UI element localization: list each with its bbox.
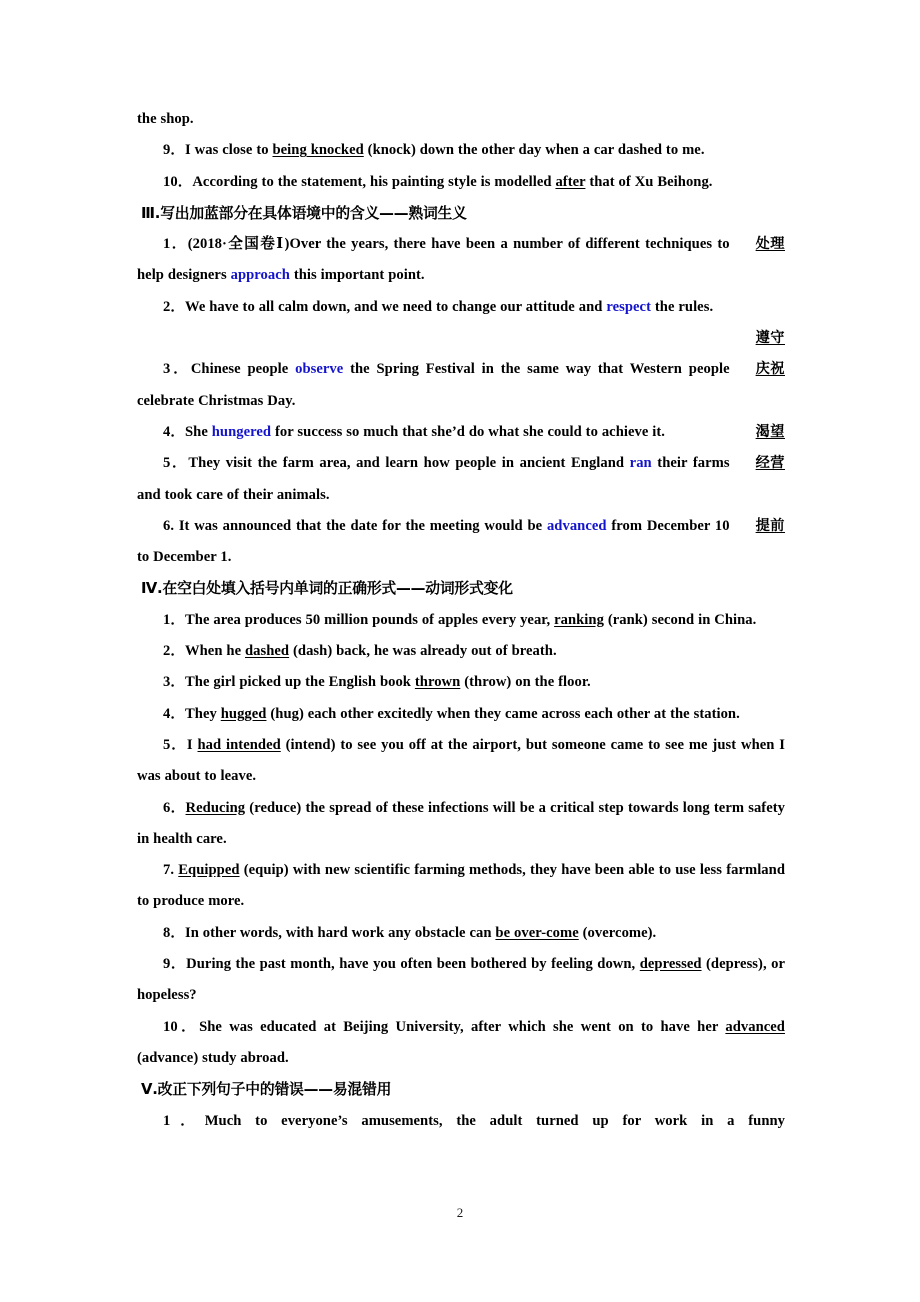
item-number: 4． — [163, 705, 185, 722]
item-number: 6. — [163, 517, 179, 534]
exercise-item-3-5 — [137, 448, 785, 511]
item-number: 10． — [163, 1018, 200, 1035]
highlighted-word: ran — [629, 455, 652, 472]
exercise-item-4-10 — [137, 1012, 785, 1075]
exercise-item-4-8 — [137, 918, 785, 949]
item-text-after: the rules. — [650, 298, 714, 315]
answer-underlined: depressed — [639, 956, 702, 973]
item-text-after: (depress), or hopeless? — [137, 956, 785, 1004]
answer-underlined: thrown — [414, 674, 461, 691]
item-text-before: According to the statement, his painting style is modelled — [192, 173, 556, 190]
exercise-item-3-3 — [137, 354, 785, 417]
item-text-after: (throw) on the floor. — [460, 674, 591, 691]
item-text-before: She — [185, 423, 212, 440]
exercise-item-3-4 — [137, 417, 785, 448]
highlighted-word: advanced — [546, 517, 607, 534]
item-text-before: In other words, with hard work any obstacle can — [185, 924, 496, 941]
item-text-after: for success so much that she’d do what she could to achieve it. — [271, 423, 665, 440]
item-number: 1． — [163, 236, 188, 253]
exercise-item-4-7 — [137, 855, 785, 918]
page-number: 2 — [456, 1205, 464, 1220]
item-text-before: When he — [185, 643, 245, 660]
exercise-item-3-6 — [137, 511, 785, 574]
gloss-line-3-2 — [137, 323, 785, 354]
item-text-before: During the past month, have you often been bothered by feeling down, — [186, 956, 640, 973]
answer-underlined: Reducing — [185, 799, 246, 816]
item-number: 10． — [163, 173, 193, 190]
item-text-after: (intend) to see you off at the airport, but someone came to see me just when I was about to leave. — [137, 736, 786, 785]
gloss-annotation: 遵守 — [755, 330, 785, 347]
item-text-before: Over the years, there have been a number of different techniques to help designers — [137, 236, 730, 284]
item-text-before: The girl picked up the English book — [185, 674, 415, 691]
item-number: 4． — [163, 423, 185, 440]
item-text-before: The area produces 50 million pounds of apples every year, — [185, 611, 555, 628]
item-number: 3． — [163, 361, 191, 378]
answer-underlined: advanced — [725, 1018, 785, 1035]
item-number: 9． — [163, 956, 187, 973]
exercise-item-4-1 — [137, 605, 785, 636]
answer-underlined: be over-come — [495, 924, 579, 941]
item-text-after: (dash) back, he was already out of breath. — [289, 643, 557, 660]
item-number: 5． — [163, 736, 187, 753]
exercise-item-prev-9 — [137, 135, 785, 166]
highlighted-word: hungered — [211, 423, 272, 440]
item-number: 1． — [163, 611, 185, 628]
gloss-annotation: 提前 — [755, 517, 785, 534]
item-text-after: (equip) with new scientific farming methods, they have been able to use less farmland to produce more. — [137, 862, 785, 910]
item-text-after: (rank) second in China. — [603, 611, 757, 628]
exercise-item-prev-10 — [137, 167, 785, 198]
item-text-after: this important point. — [289, 267, 425, 284]
item-text-before: She was educated at Beijing University, after which she went on to have her — [199, 1018, 726, 1035]
exercise-item-4-5 — [137, 730, 785, 793]
item-text-before: I was close to — [185, 142, 273, 159]
carryover-line — [137, 104, 785, 135]
answer-underlined: had intended — [197, 736, 281, 753]
item-text-after: (hug) each other excitedly when they came across each other at the station. — [266, 705, 740, 722]
answer-underlined: being knocked — [272, 142, 364, 159]
item-number: 2． — [163, 298, 185, 315]
section-heading-3: Ⅲ.写出加蓝部分在具体语境中的含义——熟词生义 — [141, 204, 467, 222]
highlighted-word: respect — [606, 298, 651, 315]
item-number: 3． — [163, 674, 185, 691]
section-heading-5: Ⅴ.改正下列句子中的错误——易混错用 — [141, 1081, 392, 1099]
item-text-after: from December 10 to December 1. — [137, 517, 730, 566]
answer-underlined: Equipped — [178, 862, 240, 879]
section-heading-4: Ⅳ.在空白处填入括号内单词的正确形式——动词形式变化 — [141, 580, 513, 598]
item-source: (2018·全国卷Ⅰ) — [187, 236, 290, 253]
item-text-after: their farms and took care of their animals. — [137, 455, 730, 503]
item-text: Much to everyone’s amusements, the adult turned up for work in a funny — [204, 1112, 785, 1129]
item-text-before: They visit the farm area, and learn how people in ancient England — [188, 455, 630, 472]
exercise-item-3-1 — [137, 229, 785, 292]
exercise-item-4-9 — [137, 949, 785, 1012]
item-text-before: I — [186, 736, 198, 753]
item-number: 5． — [163, 455, 189, 472]
item-number: 7. — [163, 862, 179, 879]
item-text-after: (overcome). — [578, 924, 657, 941]
item-text-after: that of Xu Beihong. — [585, 173, 713, 190]
page-content — [137, 104, 785, 1168]
gloss-annotation: 处理 — [755, 236, 785, 253]
item-text-before: We have to all calm down, and we need to change our attitude and — [185, 298, 607, 315]
item-text-after: (reduce) the spread of these infections will be a critical step towards long term safety in health care. — [137, 799, 785, 847]
item-text-before: They — [185, 705, 221, 722]
exercise-item-4-4 — [137, 699, 785, 730]
gloss-annotation: 经营 — [755, 455, 785, 472]
exercise-item-4-2 — [137, 636, 785, 667]
item-text-after: (advance) study abroad. — [137, 1049, 289, 1066]
item-number: 2． — [163, 643, 185, 660]
item-number: 1． — [163, 1112, 205, 1129]
item-number: 6． — [163, 799, 186, 816]
exercise-item-4-3 — [137, 667, 785, 698]
answer-underlined: dashed — [245, 643, 290, 660]
gloss-annotation: 渴望 — [755, 423, 785, 440]
exercise-item-3-2 — [137, 292, 785, 323]
item-text-after: (knock) down the other day when a car dashed to me. — [363, 142, 705, 159]
carryover-text: the shop. — [137, 111, 194, 127]
item-text-after: the Spring Festival in the same way that Western people celebrate Christmas Day. — [137, 361, 730, 409]
exercise-item-5-1 — [137, 1106, 785, 1169]
gloss-annotation: 庆祝 — [755, 361, 785, 378]
highlighted-word: approach — [230, 267, 290, 284]
exercise-item-4-6 — [137, 793, 785, 856]
item-text-before: It was announced that the date for the meeting would be — [178, 517, 547, 534]
highlighted-word: observe — [295, 361, 344, 378]
answer-underlined: ranking — [554, 611, 604, 628]
answer-underlined: after — [555, 173, 586, 190]
item-text-before: Chinese people — [190, 361, 296, 378]
answer-underlined: hugged — [220, 705, 267, 722]
item-number: 9． — [163, 142, 185, 159]
item-number: 8． — [163, 924, 185, 941]
